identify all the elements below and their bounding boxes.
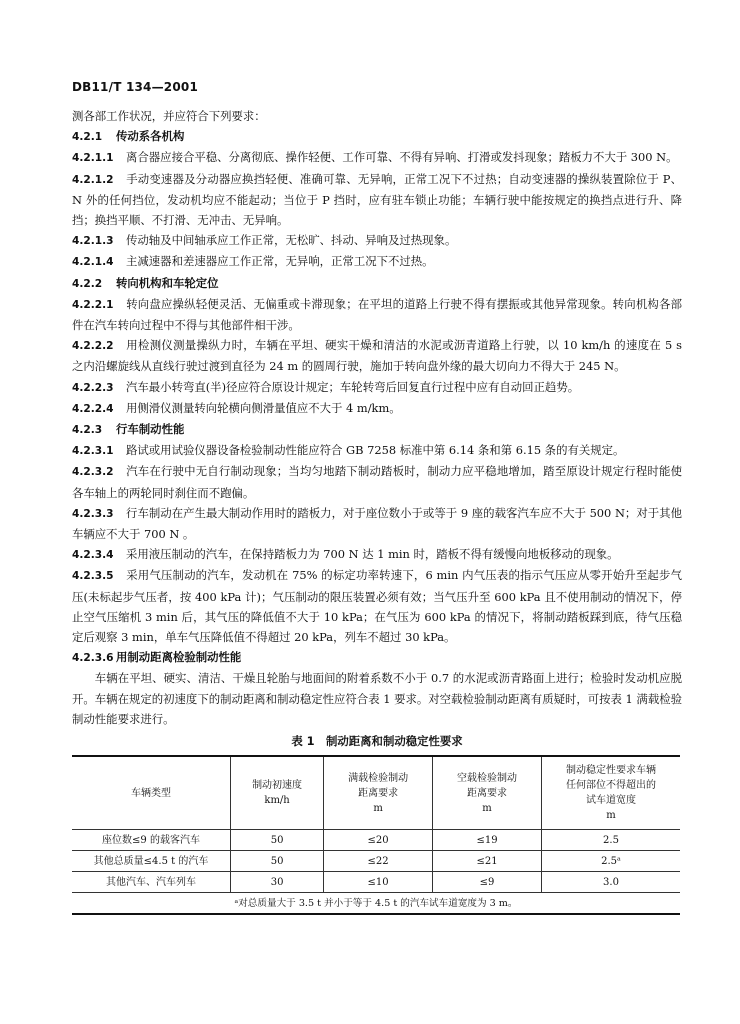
section-heading: [72, 647, 682, 668]
clause-number: 4.2.3.6: [72, 652, 114, 665]
clause-number: 4.2.3.1: [72, 445, 114, 458]
clause-text: 汽车最小转弯直(半)径应符合原设计规定；车轮转弯后回复直行过程中应有自动回正趋势。: [126, 379, 580, 394]
section-heading: [72, 419, 682, 440]
clause-text: 传动系各机构: [116, 129, 185, 144]
clause-text: 路试或用试验仪器设备检验制动性能应符合 GB 7258 标准中第 6.14 条和第 6.15 条的有关规定。: [126, 443, 625, 458]
header-line: 满载检验制动: [348, 772, 409, 784]
clause-paragraph: [72, 169, 682, 231]
table-header-row: [72, 756, 680, 830]
clause-text: 行车制动在产生最大制动作用时的踏板力，对于座位数小于或等于 9 座的载客汽车应不大于 500 N；对于其他车辆应不大于 700 N 。: [72, 505, 682, 542]
table-cell: 30: [231, 872, 324, 893]
clause-text: 汽车在行驶中无自行制动现象；当均匀地踏下制动踏板时，制动力应平稳地增加，踏至原设计规定行程时能使各车轴上的两轮同时刹住而不跑偏。: [72, 464, 682, 500]
header-line: m: [606, 810, 616, 822]
clause-paragraph: [72, 668, 682, 729]
clause-number: 4.2.1: [72, 131, 103, 144]
header-line: 任何部位不得超出的: [566, 780, 656, 792]
sections: [72, 126, 682, 729]
table-cell: 座位数≤9 的载客汽车: [72, 830, 231, 851]
section-heading: [72, 273, 682, 294]
table-header-cell: [542, 756, 681, 830]
clause-number: 4.2.3.5: [72, 570, 114, 583]
table-cell: ≤19: [433, 830, 542, 851]
table-cell: ≤9: [433, 872, 542, 893]
clause-paragraph: [72, 398, 682, 419]
section-heading: [72, 126, 682, 147]
header-line: 距离要求: [358, 787, 399, 799]
body-text: [72, 106, 682, 915]
doc-code: DB11/T 134—2001: [72, 80, 198, 94]
clause-paragraph: [72, 461, 682, 502]
clause-text: 用制动距离检验制动性能: [116, 650, 242, 665]
clause-text: 采用气压制动的汽车，发动机在 75% 的标定功率转速下，6 min 内气压表的指示气压应从零开始升至起步气压(未标起步气压者，按 400 kPa 计)；气压制动的限压装置必须有效；当气压升至 600 kPa 且不使用制动的情况下，停止空气压缩机 3 min 后，其气压的降低值不大于 10 kPa；在气压为 600 kPa 的情况下，将制动踏板踩到底，待气压稳定后观察 3 min，单车气压降低值不得超过 20 kPa，列车不超过 30 kPa。: [72, 568, 682, 645]
clause-paragraph: [72, 503, 682, 544]
header-line: 制动初速度: [252, 780, 303, 792]
clause-number: 4.2.1.1: [72, 152, 114, 165]
table-header-cell: [72, 756, 231, 830]
clause-number: 4.2.2.4: [72, 402, 114, 415]
braking-requirements-table: [72, 755, 680, 915]
header-line: m: [373, 802, 383, 814]
clause-text: 用侧滑仪测量转向轮横向侧滑量值应不大于 4 m/km。: [126, 400, 401, 415]
header-line: 空载检验制动: [457, 772, 518, 784]
table-cell: 其他汽车、汽车列车: [72, 872, 231, 893]
header-line: km/h: [264, 795, 290, 807]
header-line: 试车道宽度: [586, 795, 636, 807]
clause-paragraph: [72, 294, 682, 335]
clause-text: 离合器应接合平稳、分离彻底、操作轻便、工作可靠、不得有异响、打滑或发抖现象；踏板力不大于 300 N。: [126, 150, 678, 165]
clause-text: 手动变速器及分动器应换挡轻便、准确可靠、无异响，正常工况下不过热；自动变速器的操纵装置除位于 P、N 外的任何挡位，发动机均应不能起动；当位于 P 挡时，应有驻车锁止功能；车辆行驶中能按规定的换挡点进行升、降挡；换挡平顺、不打滑、无冲击、无异响。: [72, 171, 682, 228]
clause-text: 转向盘应操纵轻便灵活、无偏重或卡滞现象；在平坦的道路上行驶不得有摆振或其他异常现象。转向机构各部件在汽车转向过程中不得与其他部件相干涉。: [72, 296, 682, 333]
table-cell: 3.0: [542, 872, 681, 893]
table-cell: ≤10: [324, 872, 433, 893]
clause-text: 车辆在平坦、硬实、清洁、干燥且轮胎与地面间的附着系数不小于 0.7 的水泥或沥青路面上进行；检验时发动机应脱开。车辆在规定的初速度下的制动距离和制动稳定性应符合表 1 要求。对空载检验制动距离有质疑时，可按表 1 满载检验制动性能要求进行。: [72, 671, 682, 726]
clause-paragraph: [72, 230, 682, 251]
table-cell: 50: [231, 851, 324, 872]
clause-number: 4.2.2: [72, 277, 103, 290]
clause-paragraph: [72, 251, 682, 272]
header-line: 车辆类型: [131, 787, 171, 799]
clause-number: 4.2.1.3: [72, 235, 114, 248]
table-body: [72, 830, 680, 893]
clause-paragraph: [72, 335, 682, 376]
clause-number: 4.2.3.2: [72, 466, 114, 479]
table-header-cell: [231, 756, 324, 830]
clause-text: 主减速器和差速器应工作正常，无异响，正常工况下不过热。: [126, 254, 434, 269]
table-cell: 50: [231, 830, 324, 851]
clause-number: 4.2.2.1: [72, 298, 114, 311]
clause-paragraph: [72, 147, 682, 168]
header-line: 制动稳定性要求车辆: [566, 765, 656, 777]
table-cell: 2.5ᵃ: [542, 851, 681, 872]
clause-paragraph: [72, 440, 682, 461]
clause-number: 4.2.1.2: [72, 173, 114, 186]
clause-number: 4.2.1.4: [72, 256, 114, 269]
header-line: 距离要求: [467, 787, 508, 799]
clause-text: 行车制动性能: [116, 422, 185, 437]
clause-text: 传动轴及中间轴承应工作正常，无松旷、抖动、异响及过热现象。: [126, 233, 457, 248]
table-note: ᵃ对总质量大于 3.5 t 并小于等于 4.5 t 的汽车试车道宽度为 3 m。: [72, 893, 680, 915]
table-header-cell: [433, 756, 542, 830]
clause-number: 4.2.2.2: [72, 340, 114, 353]
table-cell: 2.5: [542, 830, 681, 851]
clause-number: 4.2.3.4: [72, 549, 114, 562]
clause-number: 4.2.3: [72, 424, 103, 437]
table-cell: ≤20: [324, 830, 433, 851]
clause-text: 用检测仪测量操纵力时，车辆在平坦、硬实干燥和清洁的水泥或沥青道路上行驶，以 10 km/h 的速度在 5 s 之内沿螺旋线从直线行驶过渡到直径为 24 m 的圆周行驶，施加于转向盘外缘的最大切向力不得大于 245 N。: [72, 338, 682, 374]
table-header-cell: [324, 756, 433, 830]
intro-text: 测各部工作状况，并应符合下列要求：: [72, 109, 266, 123]
clause-paragraph: [72, 544, 682, 565]
table-row: [72, 830, 680, 851]
clause-paragraph: [72, 565, 682, 647]
table-cell: ≤22: [324, 851, 433, 872]
table-row: [72, 851, 680, 872]
table-cell: 其他总质量≤4.5 t 的汽车: [72, 851, 231, 872]
table-cell: ≤21: [433, 851, 542, 872]
clause-text: 转向机构和车轮定位: [116, 275, 219, 290]
clause-text: 采用液压制动的汽车，在保持踏板力为 700 N 达 1 min 时，踏板不得有缓慢向地板移动的现象。: [126, 547, 619, 562]
table-title: 表 1 制动距离和制动稳定性要求: [291, 734, 463, 749]
clause-number: 4.2.3.3: [72, 507, 114, 520]
header-line: m: [482, 802, 492, 814]
clause-paragraph: [72, 377, 682, 398]
table-row: [72, 872, 680, 893]
table-note-row: [72, 893, 680, 915]
clause-number: 4.2.2.3: [72, 381, 114, 394]
